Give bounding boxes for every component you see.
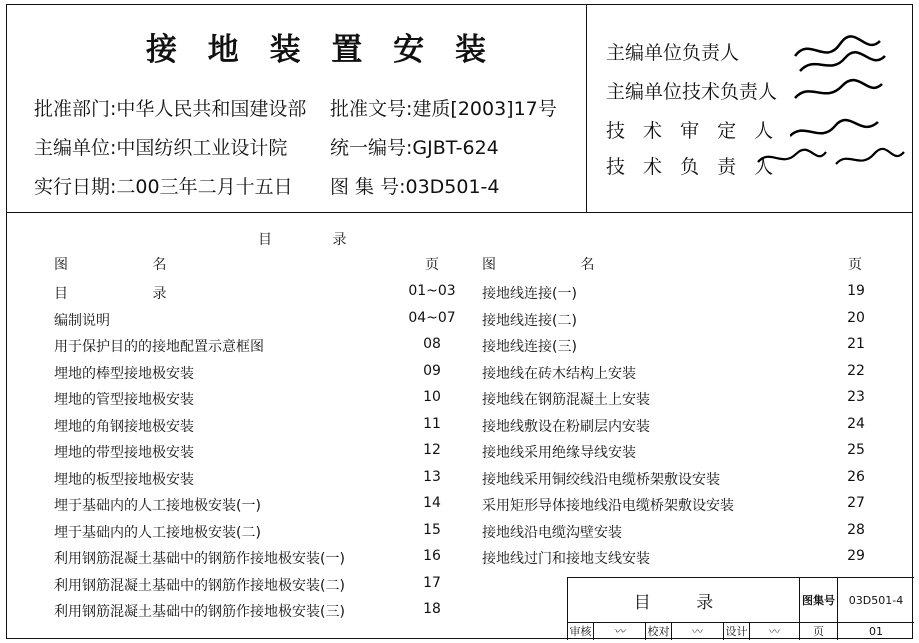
toc-entry-page: 09 (423, 362, 441, 379)
toc-entry-name: 埋地的带型接地极安装 (54, 445, 194, 461)
check-signature: 〰 (672, 622, 724, 640)
toc-entry-page: 01~03 (408, 283, 456, 299)
atlas-no: 03D501-4 (848, 593, 904, 607)
toc-entry-name: 利用钢筋混凝土基础中的钢筋作接地极安装(三) (54, 604, 345, 620)
unit-head-label: 主编单位负责人 (606, 42, 740, 64)
toc-entry-name: 编制说明 (54, 312, 110, 329)
editor-unit: 主编单位:中国纺织工业设计院 (34, 137, 288, 159)
toc-entry-page: 13 (423, 468, 441, 485)
toc-entry-name: 接地线采用绝缘导线安装 (482, 445, 636, 461)
col-name-left: 图 名 (54, 257, 207, 273)
toc-entry-page: 15 (423, 521, 441, 538)
toc-entry-name: 埋于基础内的人工接地极安装(一) (54, 498, 261, 514)
toc-entry-page: 26 (847, 468, 865, 485)
header-bottom-line (6, 212, 913, 213)
atlas-label: 图集号 (800, 578, 838, 622)
effective-date: 实行日期:二00三年二月十五日 (34, 176, 293, 198)
toc-entry-page: 27 (847, 495, 865, 511)
col-page-right: 页 (848, 257, 862, 273)
toc-entry-page: 28 (847, 521, 865, 538)
toc-entry-name: 接地线在钢筋混凝土上安装 (482, 392, 650, 408)
signature-image (790, 26, 890, 156)
toc-entry-page: 12 (423, 442, 441, 458)
col-page-left: 页 (425, 257, 439, 273)
toc-entry-name: 接地线采用铜绞线沿电缆桥架敷设安装 (482, 471, 720, 488)
toc-entry-name: 埋地的管型接地极安装 (54, 392, 194, 408)
toc-entry-page: 23 (847, 389, 865, 405)
review-label: 审核 (568, 622, 594, 640)
design-signature: 〰 (750, 622, 800, 640)
reviewer-label: 技 术 审 定 人 (606, 120, 780, 142)
review-signature: 〰 (594, 622, 646, 640)
document-title: 接 地 装 置 安 装 (146, 32, 496, 68)
toc-entry-page: 21 (847, 336, 865, 352)
toc-entry-page: 20 (847, 309, 865, 326)
toc-entry-page: 17 (423, 574, 441, 591)
unified-number: 统一编号:GJBT-624 (330, 137, 499, 159)
toc-entry-page: 16 (423, 548, 441, 564)
toc-entry-name: 采用矩形导体接地线沿电缆桥架敷设安装 (482, 498, 734, 514)
toc-entry-page: 10 (423, 389, 441, 405)
approval-dept: 批准部门:中华人民共和国建设部 (34, 98, 307, 120)
toc-entry-page: 25 (847, 442, 865, 458)
toc-entry-page: 19 (847, 283, 865, 299)
toc-entry-page: 14 (423, 495, 441, 511)
design-label: 设计 (724, 622, 750, 640)
toc-entry-page: 08 (423, 336, 441, 352)
toc-entry-name: 利用钢筋混凝土基础中的钢筋作接地极安装(一) (54, 551, 345, 567)
toc-entry-name: 接地线连接(二) (482, 312, 577, 329)
page-no: 01 (869, 624, 883, 638)
title-block (567, 577, 914, 640)
toc-entry-name: 接地线沿电缆沟壁安装 (482, 524, 622, 541)
toc-entry-name: 埋地的板型接地极安装 (54, 471, 194, 488)
toc-entry-name: 接地线在砖木结构上安装 (482, 365, 636, 382)
col-name-right: 图 名 (482, 257, 635, 273)
header-divider (586, 4, 587, 212)
toc-entry-name: 埋地的棒型接地极安装 (54, 365, 194, 382)
toc-entry-page: 11 (423, 415, 441, 432)
toc-entry-name: 接地线敷设在粉刷层内安装 (482, 418, 650, 435)
toc-entry-page: 18 (423, 601, 441, 617)
tech-lead-label: 技 术 负 责 人 (606, 156, 780, 178)
toc-entry-name: 接地线连接(一) (482, 286, 577, 302)
tech-head-label: 主编单位技术负责人 (606, 81, 778, 103)
signature-image-lead (756, 140, 906, 174)
check-label: 校对 (646, 622, 672, 640)
toc-entry-name: 接地线连接(三) (482, 339, 577, 355)
toc-entry-name: 用于保护目的的接地配置示意框图 (54, 339, 264, 355)
page-label: 页 (800, 622, 838, 640)
toc-entry-name: 埋地的角钢接地极安装 (54, 418, 194, 435)
approval-doc: 批准文号:建质[2003]17号 (330, 98, 557, 120)
toc-entry-page: 24 (847, 415, 865, 432)
atlas-number: 图 集 号:03D501-4 (330, 176, 500, 198)
toc-entry-page: 22 (847, 362, 865, 379)
title-block-name: 目 录 (568, 578, 800, 622)
toc-entry-name: 埋于基础内的人工接地极安装(二) (54, 524, 261, 541)
toc-entry-name: 利用钢筋混凝土基础中的钢筋作接地极安装(二) (54, 577, 345, 594)
toc-entry-page: 29 (847, 548, 865, 564)
toc-heading: 目 录 (258, 232, 375, 248)
toc-entry-name: 接地线过门和接地支线安装 (482, 551, 650, 567)
toc-entry-page: 04~07 (408, 309, 456, 326)
toc-entry-name: 目 录 (54, 286, 207, 302)
